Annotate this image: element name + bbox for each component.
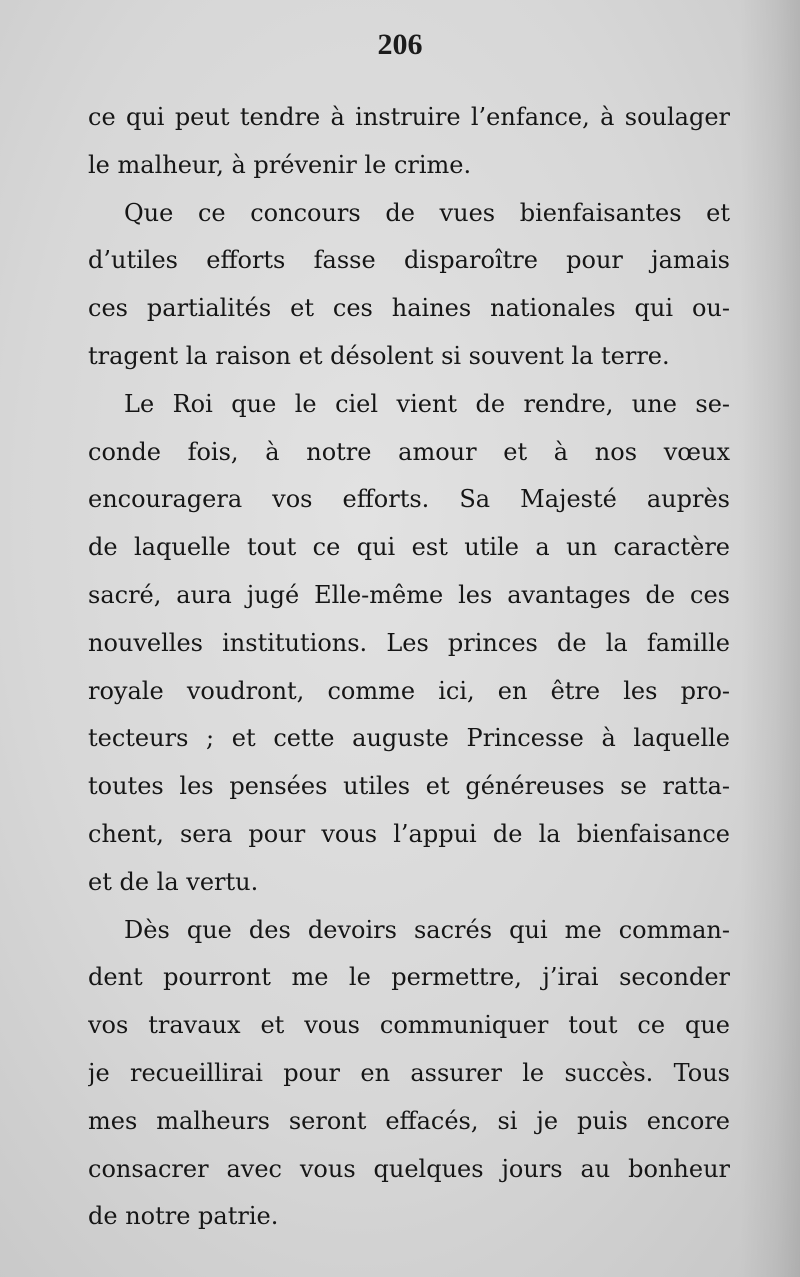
page-body bbox=[88, 94, 730, 1241]
text-line: le malheur, à prévenir le crime. bbox=[88, 150, 472, 179]
text-line: dent pourront me le permettre, j’irai seconder bbox=[88, 963, 730, 992]
text-line: conde fois, à notre amour et à nos vœux bbox=[88, 437, 730, 466]
text-line: royale voudront, comme ici, en être les pro- bbox=[88, 676, 730, 705]
text-line: ces partialités et ces haines nationales qui ou- bbox=[88, 294, 730, 323]
text-line: nouvelles institutions. Les princes de la famille bbox=[88, 628, 730, 657]
text-line: sacré, aura jugé Elle-même les avantages de ces bbox=[88, 580, 730, 609]
text-line: mes malheurs seront effacés, si je puis encore bbox=[88, 1106, 730, 1135]
paragraph-start-line: Le Roi que le ciel vient de rendre, une se- bbox=[124, 389, 730, 418]
text-line: toutes les pensées utiles et généreuses se ratta- bbox=[88, 772, 730, 801]
text-line: de laquelle tout ce qui est utile a un caractère bbox=[88, 533, 730, 562]
text-line: et de la vertu. bbox=[88, 867, 259, 896]
text-line: consacrer avec vous quelques jours au bonheur bbox=[88, 1154, 730, 1183]
text-line: vos travaux et vous communiquer tout ce que bbox=[88, 1011, 730, 1040]
text-line: encouragera vos efforts. Sa Majesté auprès bbox=[88, 485, 730, 514]
paragraph-start-line: Que ce concours de vues bienfaisantes et bbox=[124, 198, 730, 227]
page-edge-shadow bbox=[740, 0, 800, 1277]
text-line: tecteurs ; et cette auguste Princesse à laquelle bbox=[88, 724, 730, 753]
text-line: ce qui peut tendre à instruire l’enfance, à soulager bbox=[88, 103, 730, 131]
text-line: tragent la raison et désolent si souvent la terre. bbox=[88, 341, 670, 370]
paragraph-start-line: Dès que des devoirs sacrés qui me comman- bbox=[124, 915, 730, 944]
text-line: chent, sera pour vous l’appui de la bienfaisance bbox=[88, 819, 730, 848]
page-number: 206 bbox=[377, 28, 423, 61]
text-line: je recueillirai pour en assurer le succès. Tous bbox=[88, 1058, 730, 1087]
text-line: d’utiles efforts fasse disparoître pour jamais bbox=[88, 246, 730, 275]
text-line: de notre patrie. bbox=[88, 1202, 279, 1231]
